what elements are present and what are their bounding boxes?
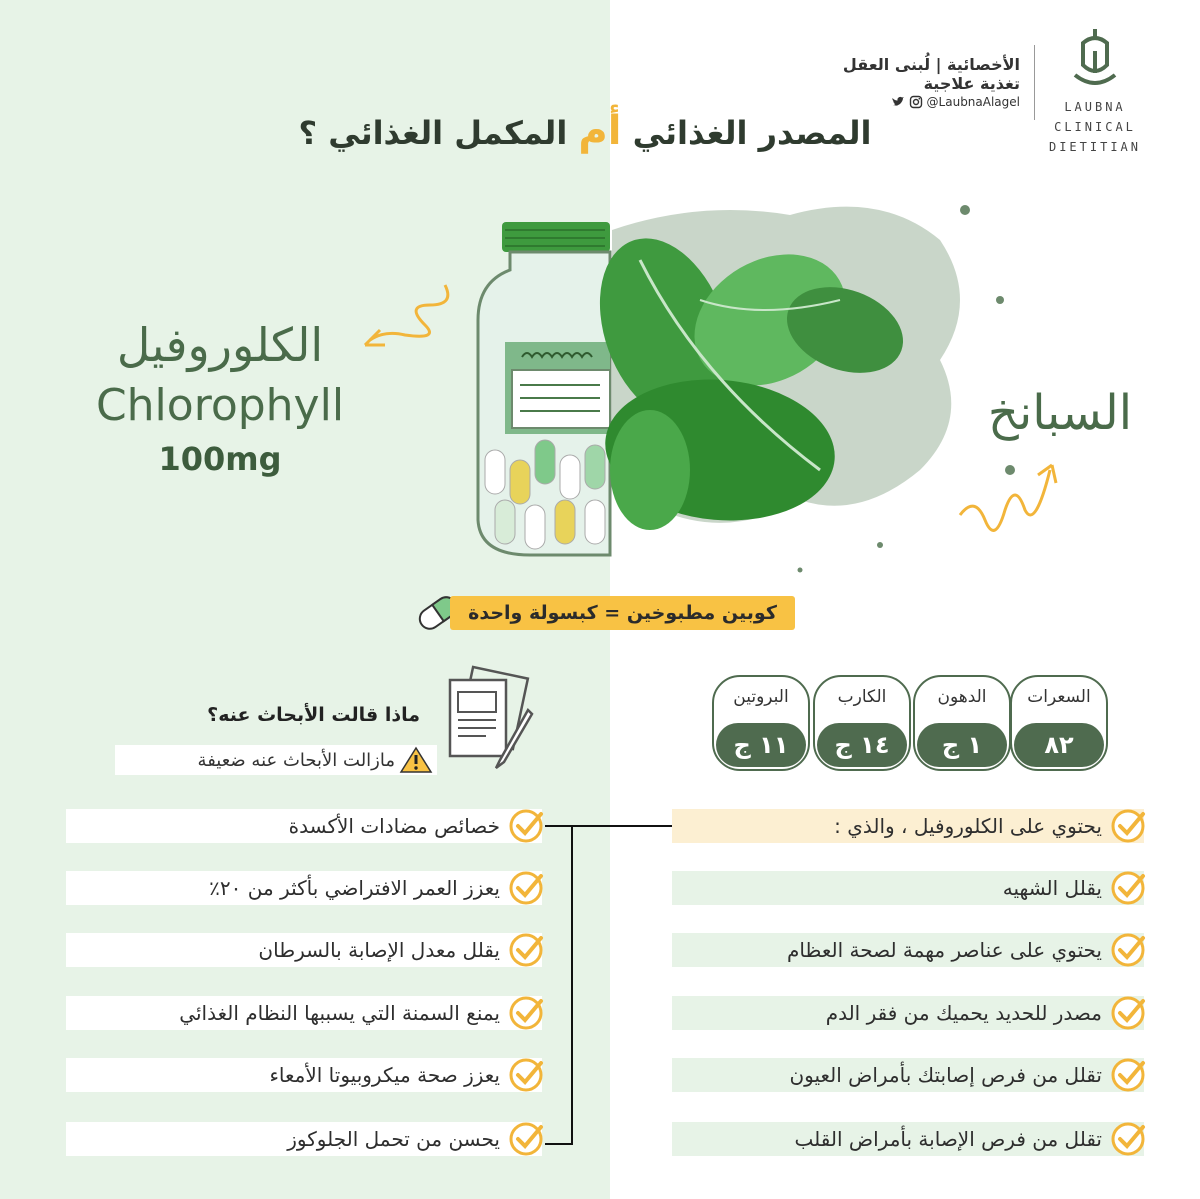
benefit-text: يحسن من تحمل الجلوكوز: [287, 1127, 500, 1151]
warning-icon: [399, 746, 433, 774]
benefit-text: يقلل معدل الإصابة بالسرطان: [258, 938, 500, 962]
benefit-text: تقلل من فرص الإصابة بأمراض القلب: [794, 1127, 1102, 1151]
brand-specialty: تغذية علاجية: [923, 74, 1020, 93]
supplement-name-english: Chlorophyll: [95, 380, 345, 431]
check-icon: [506, 993, 546, 1033]
nutrition-protein: [712, 675, 810, 773]
nutrition-value: ١١ ج: [716, 723, 806, 767]
list-item: [672, 933, 1144, 967]
title-part-1: المصدر الغذائي: [632, 114, 872, 152]
benefit-text: يحتوي على عناصر مهمة لصحة العظام: [786, 938, 1102, 962]
benefit-text: تقلل من فرص إصابتك بأمراض العيون: [789, 1063, 1102, 1087]
list-item: [66, 1058, 542, 1092]
benefit-text: مصدر للحديد يحميك من فقر الدم: [825, 1001, 1102, 1025]
list-item: [672, 1058, 1144, 1092]
benefit-text: يحتوي على الكلوروفيل ، والذي :: [834, 814, 1102, 838]
research-papers-icon: [440, 660, 540, 775]
list-item: [66, 809, 542, 843]
benefit-text: يعزز العمر الافتراضي بأكثر من ٢٠٪: [209, 876, 500, 900]
check-icon: [506, 1119, 546, 1159]
list-item: [66, 871, 542, 905]
research-question: ماذا قالت الأبحاث عنه؟: [207, 704, 420, 726]
list-item: [672, 809, 1144, 843]
check-icon: [506, 1055, 546, 1095]
squiggle-arrow-right-icon: [960, 470, 1050, 530]
list-item: [66, 996, 542, 1030]
list-item: [66, 1122, 542, 1156]
list-item: [66, 933, 542, 967]
check-icon: [1108, 930, 1148, 970]
check-icon: [506, 806, 546, 846]
benefit-text: يمنع السمنة التي يسببها النظام الغذائي: [179, 1001, 500, 1025]
logo-text-2: CLINICAL: [1054, 120, 1136, 134]
nutrition-label: الدهون: [937, 687, 987, 707]
supplement-jar-icon: [478, 222, 610, 555]
benefit-text: يقلل الشهيه: [1002, 876, 1102, 900]
title-accent: أم: [578, 108, 622, 154]
squiggle-arrow-left-icon: [370, 285, 448, 340]
supplement-name-arabic: الكلوروفيل: [116, 318, 324, 372]
logo-text-1: LAUBNA: [1064, 100, 1126, 114]
check-icon: [506, 868, 546, 908]
title-part-2: المكمل الغذائي ؟: [298, 114, 568, 152]
nutrition-fat: [913, 675, 1011, 773]
equivalence-banner: كوبين مطبوخين = كبسولة واحدة: [450, 596, 795, 630]
brand-name: الأخصائية | لُبنى العقل: [842, 55, 1020, 74]
check-icon: [1108, 868, 1148, 908]
check-icon: [1108, 806, 1148, 846]
list-item: [672, 871, 1144, 905]
nutrition-value: ١ ج: [917, 723, 1007, 767]
check-icon: [1108, 1119, 1148, 1159]
nutrition-value: ٨٢: [1014, 723, 1104, 767]
research-warning: [115, 745, 437, 775]
nutrition-label: السعرات: [1027, 687, 1091, 707]
benefit-text: خصائص مضادات الأكسدة: [288, 814, 500, 838]
food-name: السبانخ: [987, 385, 1133, 441]
nutrition-label: البروتين: [733, 687, 789, 707]
check-icon: [1108, 993, 1148, 1033]
check-icon: [506, 930, 546, 970]
supplement-dose: 100mg: [158, 440, 282, 478]
nutrition-value: ١٤ ج: [817, 723, 907, 767]
nutrition-carbs: [813, 675, 911, 773]
nutrition-calories: [1010, 675, 1108, 773]
nutrition-label: الكارب: [837, 687, 887, 707]
benefit-text: يعزز صحة ميكروبيوتا الأمعاء: [269, 1063, 500, 1087]
check-icon: [1108, 1055, 1148, 1095]
research-warning-text: مازالت الأبحاث عنه ضعيفة: [197, 749, 395, 771]
brand-handle: @LaubnaAlagel: [926, 95, 1020, 109]
list-item: [672, 996, 1144, 1030]
logo-text-3: DIETITIAN: [1048, 140, 1142, 154]
list-item: [672, 1122, 1144, 1156]
